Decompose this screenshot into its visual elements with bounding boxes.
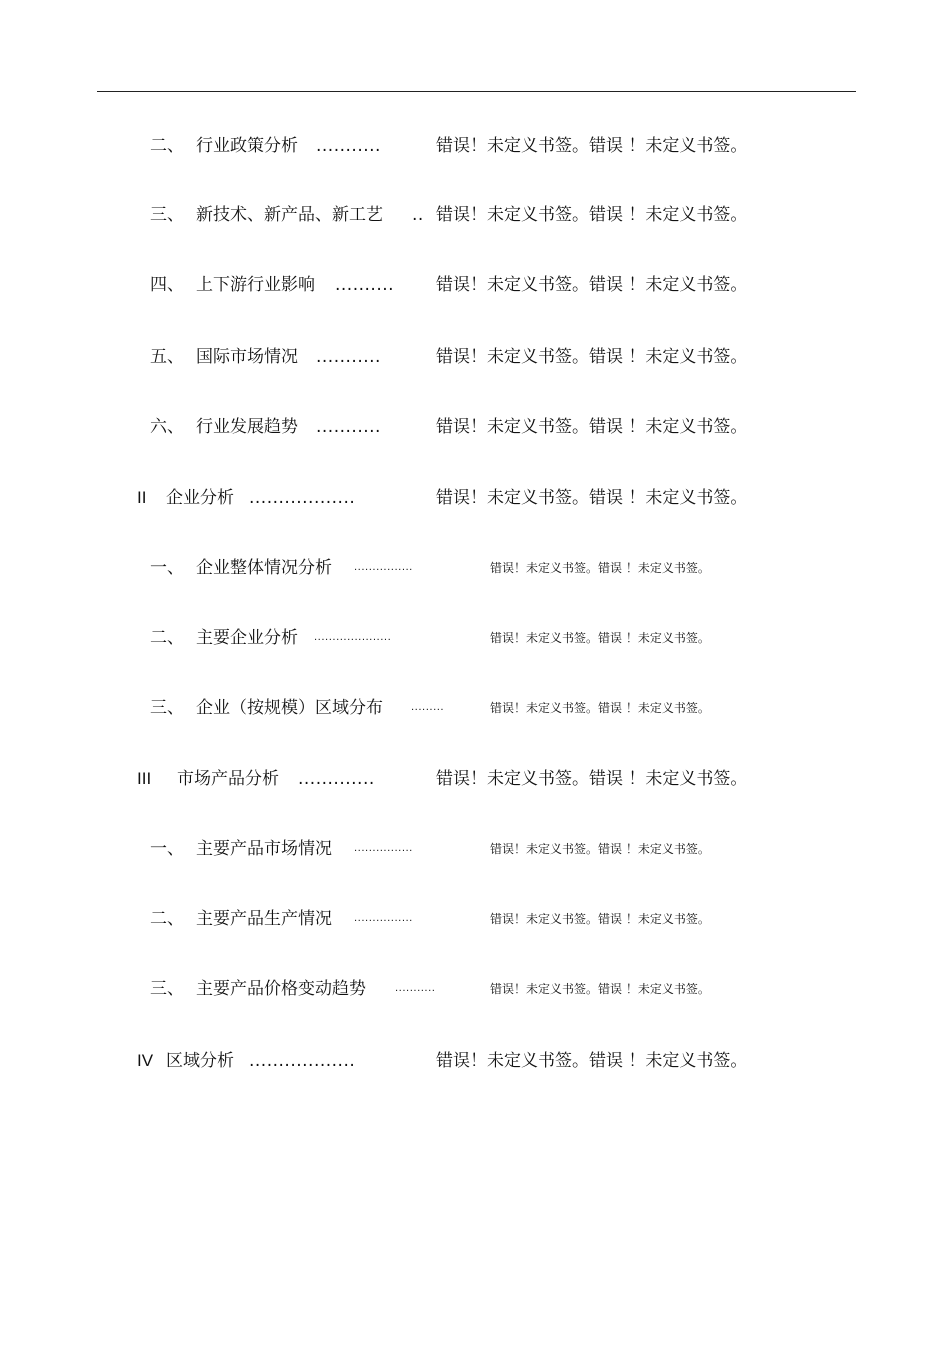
- toc-leader-dots: ...........: [316, 347, 381, 367]
- toc-page-ref: 错误！未定义书签。错误 ！未定义书签。: [436, 488, 748, 508]
- toc-title: 企业（按规模）区域分布: [196, 698, 383, 718]
- toc-title: 主要企业分析: [196, 628, 298, 648]
- toc-number: 三、: [150, 205, 184, 225]
- toc-entry[interactable]: [0, 270, 950, 300]
- toc-number: 五、: [150, 347, 184, 367]
- toc-title: 上下游行业影响: [196, 275, 315, 295]
- toc-number: 二、: [150, 628, 184, 648]
- toc-entry[interactable]: [0, 623, 950, 653]
- toc-title: 主要产品生产情况: [196, 909, 332, 929]
- toc-entry[interactable]: [0, 412, 950, 442]
- header-rule: [97, 91, 856, 92]
- toc-entry[interactable]: [0, 1046, 950, 1076]
- toc-entry[interactable]: [0, 974, 950, 1004]
- toc-leader-dots: ...........: [316, 136, 381, 156]
- toc-number: IV: [137, 1051, 154, 1070]
- toc-page-ref: 错误！未定义书签。错误 ！未定义书签。: [436, 769, 748, 789]
- toc-leader-dots: ................: [354, 913, 413, 924]
- toc-page-ref: 错误！未定义书签。错误 ！未定义书签。: [490, 631, 710, 645]
- toc-entry[interactable]: [0, 904, 950, 934]
- toc-number: 一、: [150, 558, 184, 578]
- toc-number: III: [137, 769, 152, 788]
- toc-title: 行业发展趋势: [196, 417, 298, 437]
- toc-leader-dots: .............: [298, 769, 375, 789]
- toc-leader-dots: ..................: [249, 488, 356, 508]
- toc-leader-dots: ................: [354, 562, 413, 573]
- toc-entry[interactable]: [0, 553, 950, 583]
- toc-number: 三、: [150, 698, 184, 718]
- toc-entry[interactable]: [0, 131, 950, 161]
- toc-leader-dots: ...........: [395, 983, 436, 994]
- toc-page-ref: 错误！未定义书签。错误 ！未定义书签。: [436, 347, 748, 367]
- toc-page-ref: 错误！未定义书签。错误 ！未定义书签。: [436, 275, 748, 295]
- toc-number: 六、: [150, 417, 184, 437]
- toc-page-ref: 错误！未定义书签。错误 ！未定义书签。: [490, 912, 710, 926]
- toc-page-ref: 错误！未定义书签。错误 ！未定义书签。: [490, 842, 710, 856]
- toc-leader-dots: ..........: [335, 275, 395, 295]
- toc-leader-dots: .........: [411, 702, 445, 713]
- toc-title: 企业整体情况分析: [196, 558, 332, 578]
- toc-page-ref: 错误！未定义书签。错误 ！未定义书签。: [436, 205, 748, 225]
- toc-page-ref: 错误！未定义书签。错误 ！未定义书签。: [436, 1051, 748, 1071]
- toc-title: 主要产品价格变动趋势: [196, 979, 366, 999]
- toc-page-ref: 错误！未定义书签。错误 ！未定义书签。: [436, 417, 748, 437]
- toc-leader-dots: ..: [412, 205, 424, 225]
- toc-number: 一、: [150, 839, 184, 859]
- toc-title: 企业分析: [166, 488, 234, 508]
- toc-page-ref: 错误！未定义书签。错误 ！未定义书签。: [490, 561, 710, 575]
- toc-entry[interactable]: [0, 483, 950, 513]
- toc-number: 三、: [150, 979, 184, 999]
- toc-entry[interactable]: [0, 693, 950, 723]
- toc-leader-dots: .....................: [314, 632, 392, 643]
- toc-title: 区域分析: [166, 1051, 234, 1071]
- toc-entry[interactable]: [0, 764, 950, 794]
- toc-leader-dots: ..................: [249, 1051, 356, 1071]
- toc-number: 二、: [150, 909, 184, 929]
- toc-page-ref: 错误！未定义书签。错误 ！未定义书签。: [490, 982, 710, 996]
- toc-title: 国际市场情况: [196, 347, 298, 367]
- toc-page-ref: 错误！未定义书签。错误 ！未定义书签。: [490, 701, 710, 715]
- toc-title: 新技术、新产品、新工艺: [196, 205, 383, 225]
- toc-leader-dots: ................: [354, 843, 413, 854]
- toc-title: 行业政策分析: [196, 136, 298, 156]
- toc-title: 主要产品市场情况: [196, 839, 332, 859]
- toc-entry[interactable]: [0, 834, 950, 864]
- toc-entry[interactable]: [0, 200, 950, 230]
- toc-title: 市场产品分析: [177, 769, 279, 789]
- toc-number: II: [137, 488, 147, 507]
- toc-entry[interactable]: [0, 342, 950, 372]
- toc-leader-dots: ...........: [316, 417, 381, 437]
- toc-page-ref: 错误！未定义书签。错误 ！未定义书签。: [436, 136, 748, 156]
- toc-number: 二、: [150, 136, 184, 156]
- toc-number: 四、: [150, 275, 184, 295]
